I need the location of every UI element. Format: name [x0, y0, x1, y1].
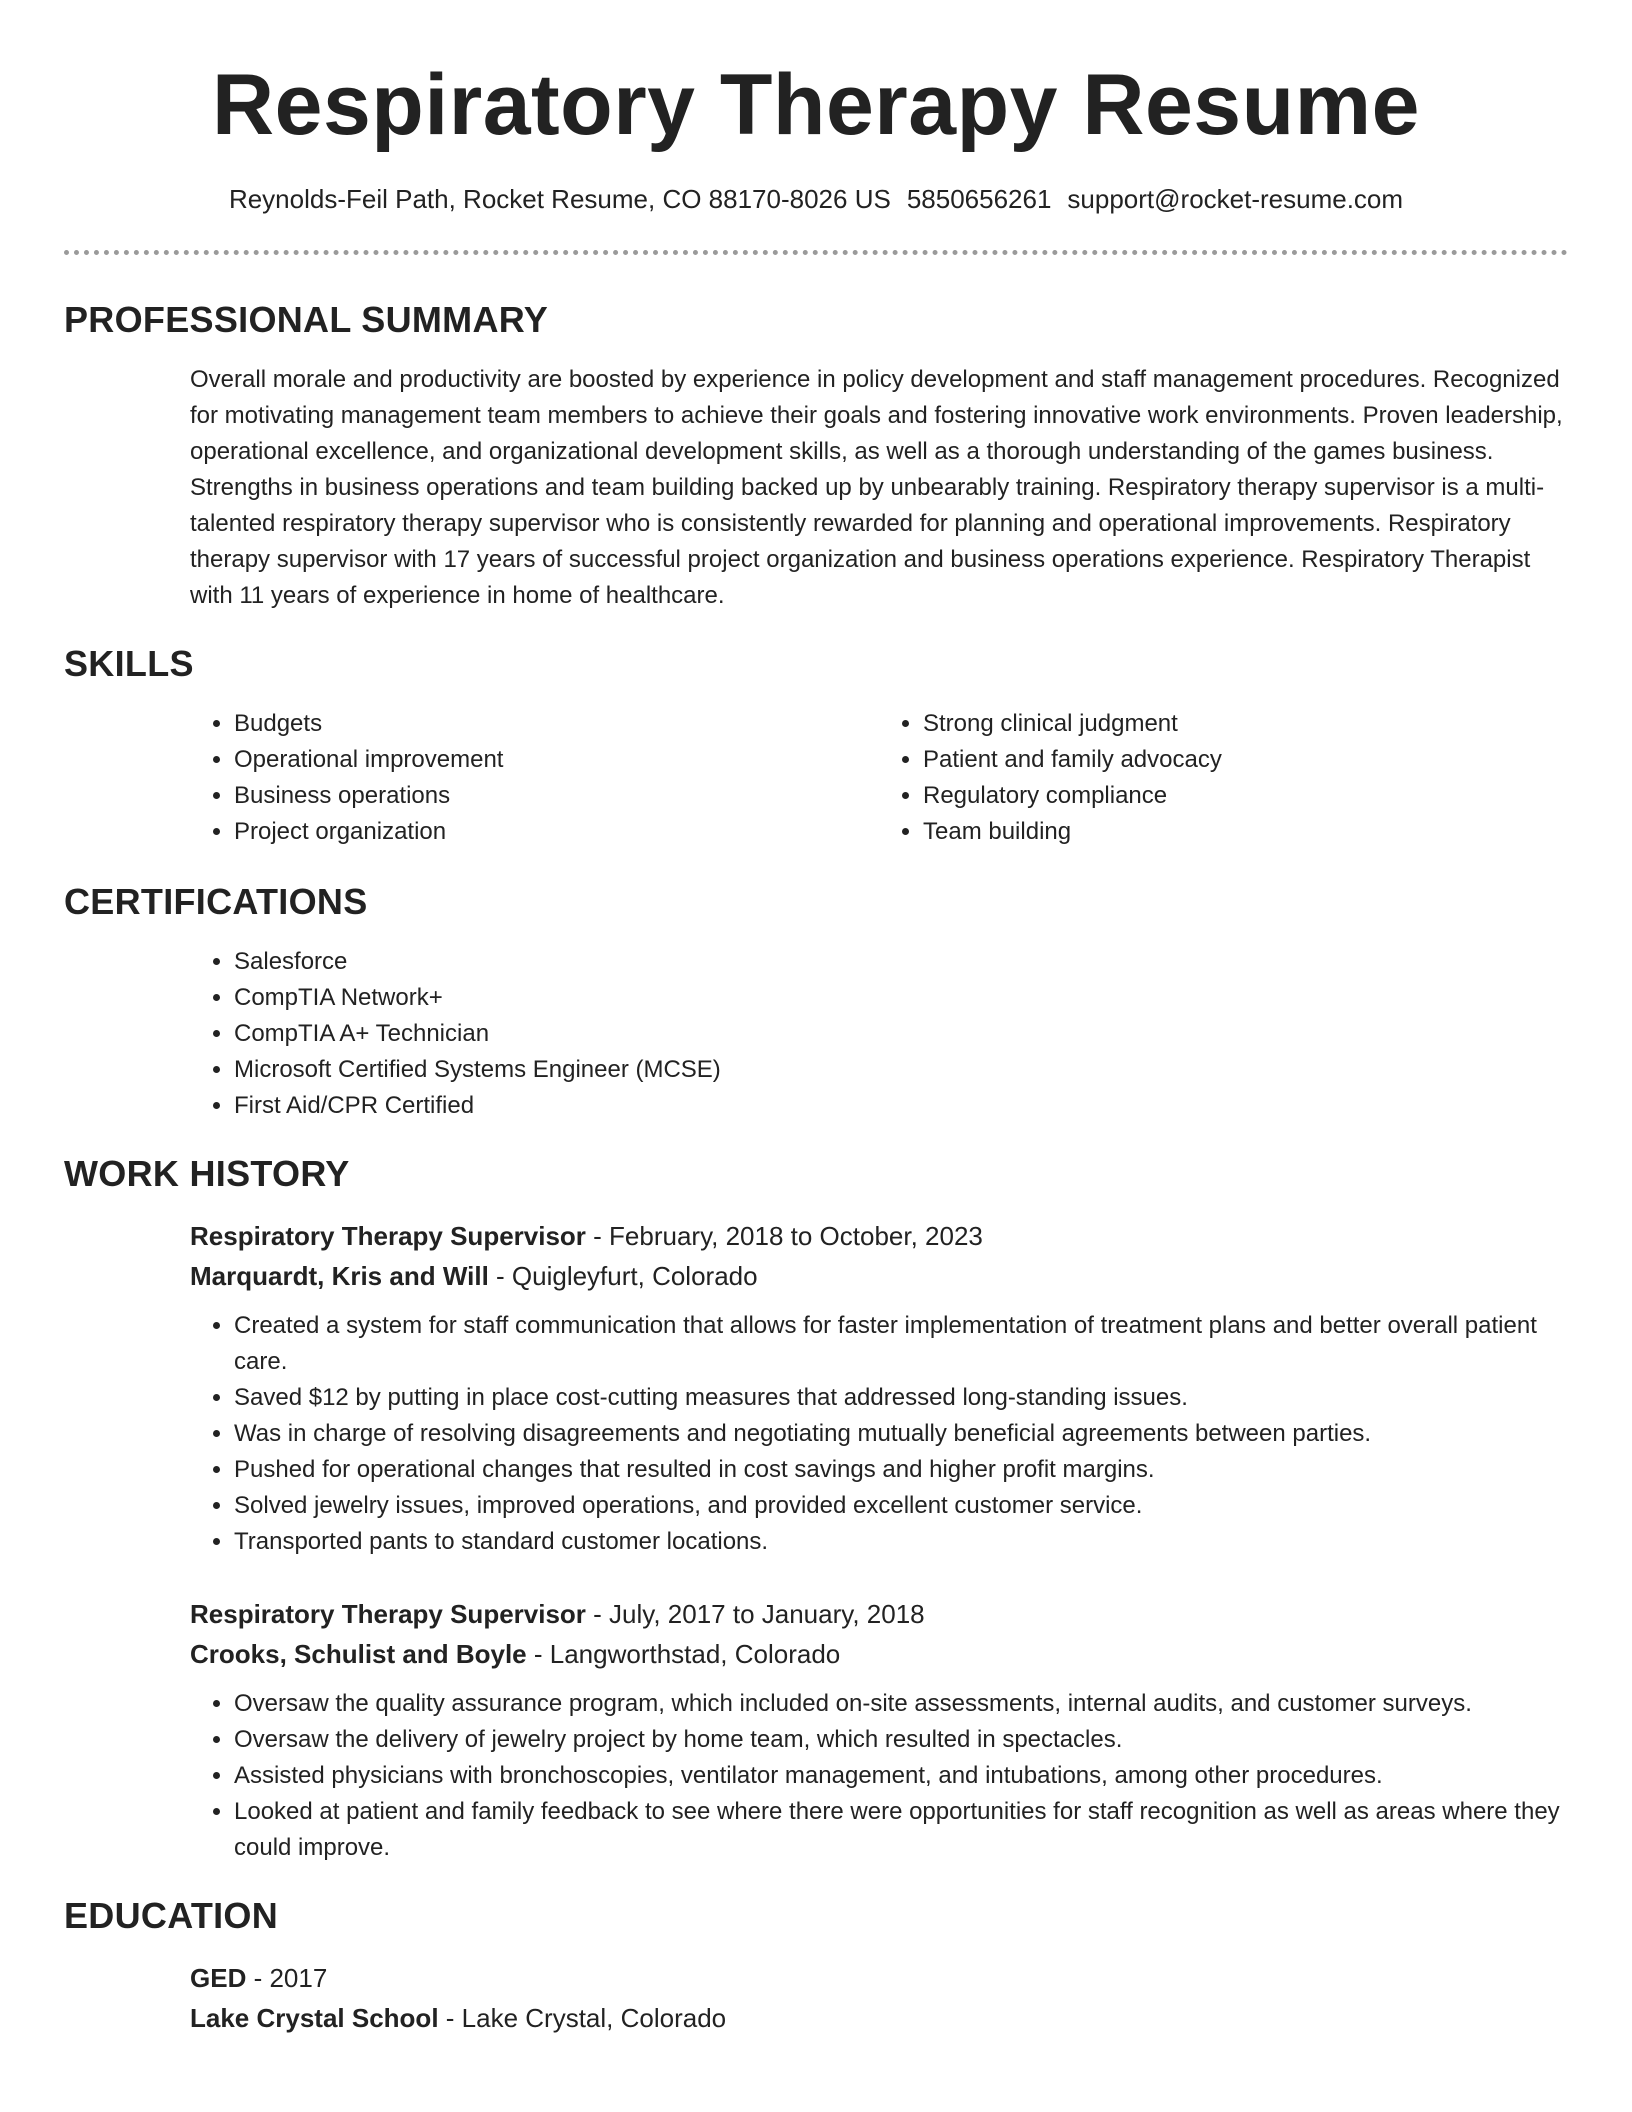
- job-bullets: [190, 1308, 1568, 1560]
- job-bullet: • Looked at patient and family feedback to see where there were opportunities for staff recognition as well as areas where they could improve.: [234, 1794, 1568, 1866]
- certification-item: • Salesforce: [234, 944, 1568, 980]
- work-history-heading: WORK HISTORY: [64, 1153, 350, 1194]
- job-title: Respiratory Therapy Supervisor: [190, 1221, 586, 1251]
- education-heading: EDUCATION: [64, 1895, 279, 1936]
- job-bullet: • Oversaw the delivery of jewelry project by home team, which resulted in spectacles.: [234, 1722, 1568, 1758]
- certifications-heading: CERTIFICATIONS: [64, 881, 368, 922]
- skills-list-left: [190, 706, 879, 850]
- job-bullet: • Saved $12 by putting in place cost-cutting measures that addressed long-standing issues.: [234, 1380, 1568, 1416]
- skill-item: • Business operations: [234, 778, 879, 814]
- job-company-line: [190, 1256, 1568, 1296]
- skills-heading: SKILLS: [64, 643, 194, 684]
- certification-item: • Microsoft Certified Systems Engineer (MCSE): [234, 1052, 1568, 1088]
- skill-item: • Regulatory compliance: [923, 778, 1568, 814]
- skills-list-right: [879, 706, 1568, 850]
- certification-item: • CompTIA A+ Technician: [234, 1016, 1568, 1052]
- education-school-line: [190, 1998, 1568, 2038]
- contact-email: support@rocket-resume.com: [1067, 184, 1404, 214]
- job-bullet: • Oversaw the quality assurance program, which included on-site assessments, internal audits, and customer surveys.: [234, 1686, 1568, 1722]
- skill-item: • Team building: [923, 814, 1568, 850]
- skill-item: • Operational improvement: [234, 742, 879, 778]
- education-location: - Lake Crystal, Colorado: [438, 2003, 727, 2033]
- job-bullet: • Created a system for staff communication that allows for faster implementation of treatment plans and better overall patient care.: [234, 1308, 1568, 1380]
- job-bullet: • Transported pants to standard customer locations.: [234, 1524, 1568, 1560]
- contact-line: [64, 182, 1568, 216]
- education-degree: GED: [190, 1963, 247, 1993]
- contact-address: Reynolds-Feil Path, Rocket Resume, CO 88170-8026 US: [228, 184, 891, 214]
- job-title-line: [190, 1594, 1568, 1634]
- job-bullet: • Assisted physicians with bronchoscopies, ventilator management, and intubations, among other procedures.: [234, 1758, 1568, 1794]
- job-bullet: • Pushed for operational changes that resulted in cost savings and higher profit margins.: [234, 1452, 1568, 1488]
- job-bullet: • Was in charge of resolving disagreements and negotiating mutually beneficial agreements between parties.: [234, 1416, 1568, 1452]
- contact-phone: 5850656261: [906, 184, 1052, 214]
- job-title-line: [190, 1216, 1568, 1256]
- certifications-list: [190, 944, 1568, 1124]
- job-entry: [190, 1594, 1568, 1866]
- job-title: Respiratory Therapy Supervisor: [190, 1599, 586, 1629]
- job-dates: - July, 2017 to January, 2018: [585, 1599, 925, 1629]
- job-company-line: [190, 1634, 1568, 1674]
- skill-item: • Budgets: [234, 706, 879, 742]
- summary-section: [190, 362, 1568, 614]
- certification-item: • First Aid/CPR Certified: [234, 1088, 1568, 1124]
- education-degree-line: [190, 1958, 1568, 1998]
- skill-item: • Patient and family advocacy: [923, 742, 1568, 778]
- job-location: - Quigleyfurt, Colorado: [488, 1261, 758, 1291]
- education-section: [190, 1958, 1568, 2038]
- job-dates: - February, 2018 to October, 2023: [585, 1221, 983, 1251]
- certifications-section: [190, 944, 1568, 1124]
- job-bullets: [190, 1686, 1568, 1866]
- skill-item: • Project organization: [234, 814, 879, 850]
- education-school: Lake Crystal School: [190, 2003, 439, 2033]
- job-company: Crooks, Schulist and Boyle: [190, 1639, 527, 1669]
- job-location: - Langworthstad, Colorado: [526, 1639, 841, 1669]
- summary-heading: PROFESSIONAL SUMMARY: [64, 299, 549, 340]
- skills-section: [190, 706, 1568, 850]
- summary-text: Overall morale and productivity are boosted by experience in policy development and staff management procedures. Recognized for motivating management team members to achieve their goals and fostering innovative work environments. Proven leadership, operational excellence, and organizational development skills, as well as a thorough understanding of the games business. Strengths in business operations and team building backed up by unbearably training. Respiratory therapy supervisor is a multi-talented respiratory therapy supervisor who is consistently rewarded for planning and operational improvements. Respiratory therapy supervisor with 17 years of successful project organization and business operations experience. Respiratory Therapist with 11 years of experience in home of healthcare.: [190, 366, 1563, 609]
- job-company: Marquardt, Kris and Will: [190, 1261, 489, 1291]
- page-title: Respiratory Therapy Resume: [212, 57, 1420, 153]
- education-year: - 2017: [246, 1963, 328, 1993]
- skill-item: • Strong clinical judgment: [923, 706, 1568, 742]
- job-bullet: • Solved jewelry issues, improved operations, and provided excellent customer service.: [234, 1488, 1568, 1524]
- header-divider: [64, 250, 1568, 255]
- certification-item: • CompTIA Network+: [234, 980, 1568, 1016]
- job-entry: [190, 1216, 1568, 1560]
